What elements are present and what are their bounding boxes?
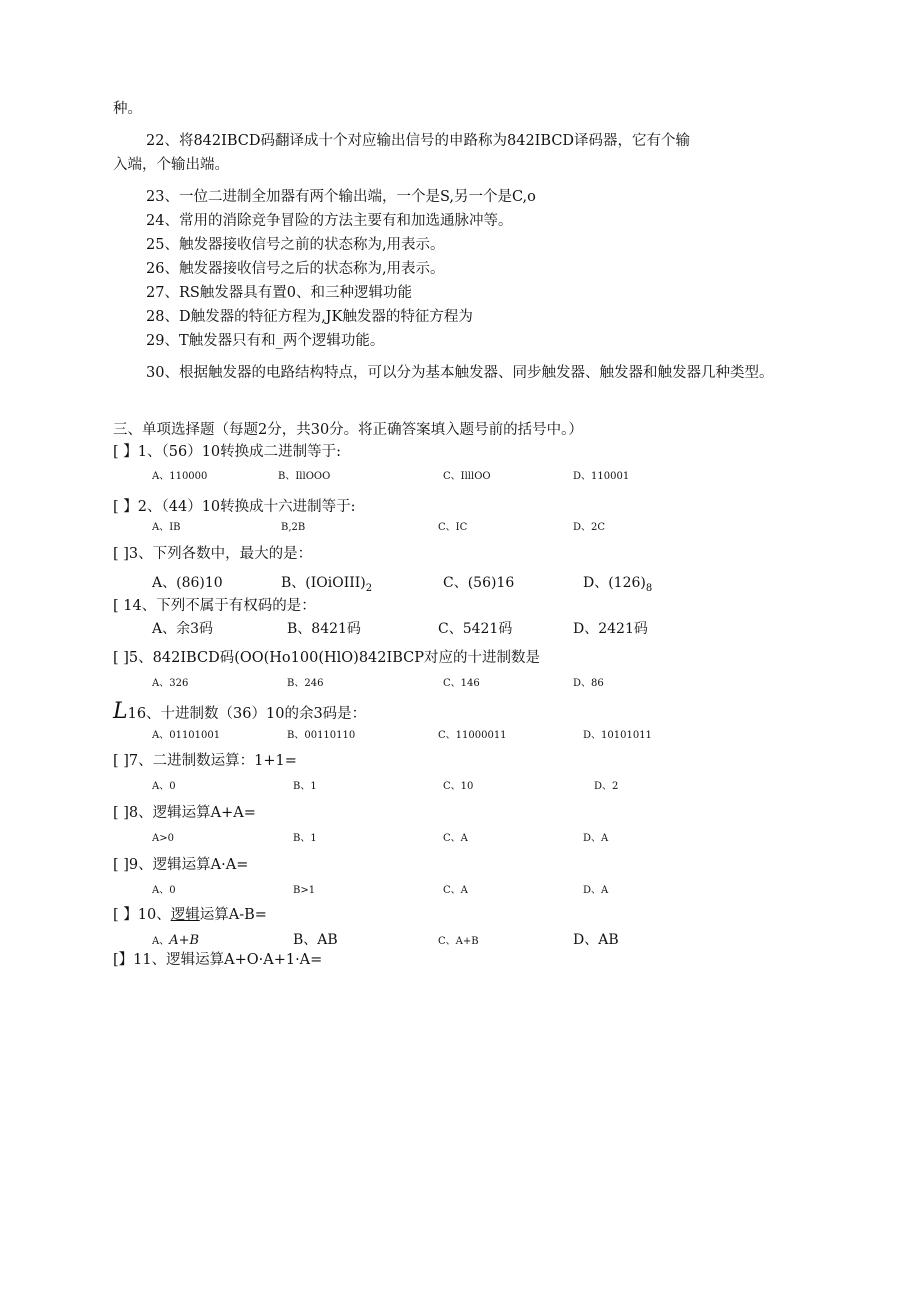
mc-question-10-option-b: B、AB (293, 932, 338, 948)
question-22-line1: 22、将842IBCD码翻译成十个对应输出信号的申路称为842IBCD译码器，它有个输 (146, 133, 691, 149)
mc-question-2-option-a: A、IB (152, 522, 181, 533)
option-d-subscript: 8 (645, 582, 653, 594)
mc-question-9-option-d: D、A (583, 885, 609, 896)
line-continuation: 种。 (113, 101, 142, 117)
option-b-text: B、(IOiOIII) (281, 575, 366, 591)
mc-question-8-option-c: C、A (443, 833, 468, 844)
mc-question-2-option-b: B,2B (281, 522, 306, 533)
question-26: 26、触发器接收信号之后的状态称为,用表示。 (146, 261, 445, 277)
mc-question-9-option-c: C、A (443, 885, 468, 896)
section-heading: 三、单项选择题（每题2分，共30分。将正确答案填入题号前的括号中。） (113, 422, 583, 438)
mc-question-4-option-a: A、余3码 (152, 621, 214, 637)
mc-question-4-option-d: D、2421码 (573, 621, 648, 637)
question-23: 23、一位二进制全加器有两个输出端，一个是S,另一个是C,o (146, 189, 536, 205)
question-27: 27、RS触发器具有置0、和三种逻辑功能 (146, 285, 413, 301)
mc-question-3-option-b (281, 574, 372, 598)
question-28: 28、D触发器的特征方程为,JK触发器的特征方程为 (146, 309, 473, 325)
mc-question-1-option-d: D、110001 (573, 471, 630, 482)
question-25: 25、触发器接收信号之前的状态称为,用表示。 (146, 237, 445, 253)
mc-question-4-stem: [ 14、下列不属于有权码的是： (113, 598, 316, 614)
mc-question-1-option-c: C、IlllOO (443, 471, 491, 482)
mc-question-9-option-a: A、0 (152, 885, 176, 896)
question-10-prefix: [ 】10、 (113, 907, 171, 923)
mc-question-3-option-c: C、(56)16 (443, 575, 515, 591)
mc-question-4-option-c: C、5421码 (438, 621, 513, 637)
mc-question-2-stem: [ 】2、（44）10转换成十六进制等于: (113, 499, 356, 515)
mc-question-10-option-a (152, 931, 199, 951)
mc-question-9-stem: [ ]9、逻辑运算A·A= (113, 857, 249, 873)
question-30: 30、根据触发器的电路结构特点，可以分为基本触发器、同步触发器、触发器和触发器几种类型。 (146, 365, 774, 381)
question-22-line2: 入端，个输出端。 (113, 157, 229, 173)
mc-question-7-option-d: D、2 (594, 781, 619, 792)
question-24: 24、常用的消除竞争冒险的方法主要有和加选通脉冲等。 (146, 213, 513, 229)
question-6-stem-text: 16、十进制数（36）10的余3码是： (127, 706, 367, 722)
question-10-suffix: 运算A-B= (199, 907, 267, 923)
mc-question-4-option-b: B、8421码 (287, 621, 361, 637)
question-29: 29、T触发器只有和_两个逻辑功能。 (146, 333, 385, 349)
mc-question-1-stem: [ 】1、（56）10转换成二进制等于: (113, 444, 342, 460)
mc-question-5-option-d: D、86 (573, 678, 604, 689)
mc-question-7-option-a: A、0 (152, 781, 176, 792)
mc-question-7-stem: [ ]7、二进制数运算：1+1= (113, 753, 297, 769)
mc-question-3-option-d (583, 574, 652, 598)
question-6-bracket-glyph: L (113, 699, 128, 724)
mc-question-2-option-c: C、IC (438, 522, 468, 533)
mc-question-6-option-d: D、10101011 (583, 730, 652, 741)
mc-question-1-option-a: A、110000 (152, 471, 208, 482)
mc-question-6-option-a: A、01101001 (152, 730, 221, 741)
mc-question-9-option-b: B>1 (293, 885, 316, 896)
mc-question-3-stem: [ ]3、下列各数中，最大的是： (113, 546, 313, 562)
option-d-text: D、(126) (583, 575, 646, 591)
mc-question-6-option-b: B、00110110 (287, 730, 356, 741)
mc-question-6-option-c: C、11000011 (438, 730, 507, 741)
mc-question-7-option-c: C、10 (443, 781, 474, 792)
mc-question-8-option-a: A>0 (152, 833, 174, 844)
mc-question-5-stem: [ ]5、842IBCD码(OO(Ho100(HlO)842IBCP对应的十进制数是 (113, 650, 540, 666)
mc-question-3-option-a: A、(86)10 (152, 575, 223, 591)
mc-question-10-option-d: D、AB (573, 932, 619, 948)
mc-question-7-option-b: B、1 (293, 781, 317, 792)
option-a-expression: A+B (169, 933, 200, 948)
option-a-label: A、 (152, 936, 170, 947)
option-b-subscript: 2 (365, 582, 373, 594)
mc-question-6-stem (113, 701, 366, 723)
mc-question-8-option-b: B、1 (293, 833, 317, 844)
mc-question-5-option-a: A、326 (152, 678, 189, 689)
question-10-underlined-word: 逻辑 (170, 907, 200, 923)
mc-question-8-stem: [ ]8、逻辑运算A+A= (113, 805, 256, 821)
mc-question-11-stem: [】11、逻辑运算A+O·A+1·A= (113, 952, 323, 968)
mc-question-8-option-d: D、A (583, 833, 609, 844)
mc-question-10-option-c: C、A+B (438, 936, 479, 947)
mc-question-1-option-b: B、IllOOO (278, 471, 331, 482)
mc-question-2-option-d: D、2C (573, 522, 606, 533)
mc-question-10-stem (113, 906, 267, 924)
mc-question-5-option-c: C、146 (443, 678, 480, 689)
mc-question-5-option-b: B、246 (287, 678, 324, 689)
